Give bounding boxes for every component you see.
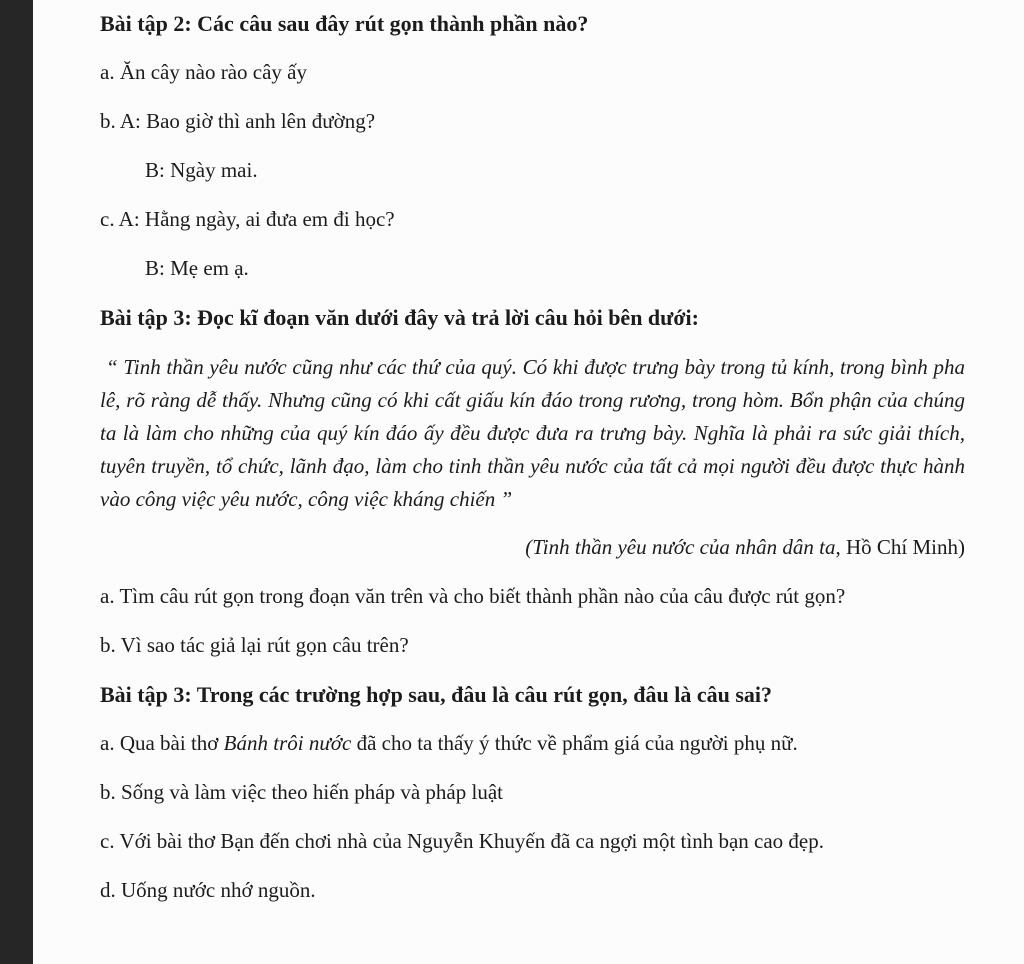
exercise-4-item-a-after: đã cho ta thấy ý thức về phẩm giá của người phụ nữ. (351, 731, 798, 755)
exercise-4-item-c: c. Với bài thơ Bạn đến chơi nhà của Nguyễn Khuyến đã ca ngợi một tình bạn cao đẹp. (100, 829, 825, 853)
exercise-4-item-b: b. Sống và làm việc theo hiến pháp và pháp luật (100, 780, 503, 804)
exercise-2-item-a: a. Ăn cây nào rào cây ấy (100, 60, 307, 84)
exercise-3-question-b: b. Vì sao tác giả lại rút gọn câu trên? (100, 633, 409, 657)
exercise-3-heading: Bài tập 3: Đọc kĩ đoạn văn dưới đây và trả lời câu hỏi bên dưới: (100, 305, 699, 330)
exercise-4-item-d: d. Uống nước nhớ nguồn. (100, 878, 316, 902)
exercise-2-item-c-reply: B: Mẹ em ạ. (145, 256, 249, 280)
exercise-2-item-c: c. A: Hằng ngày, ai đưa em đi học? (100, 207, 395, 231)
exercise-2-item-b: b. A: Bao giờ thì anh lên đường? (100, 109, 376, 133)
attribution-work-title: (Tinh thần yêu nước của nhân dân ta (525, 535, 836, 559)
document-content (100, 0, 965, 924)
exercise-4-item-a-before: a. Qua bài thơ (100, 731, 224, 755)
exercise-4-item-a (100, 728, 965, 759)
attribution-author: , Hồ Chí Minh) (835, 535, 965, 559)
exercise-4-item-a-poem-title: Bánh trôi nước (223, 731, 352, 755)
exercise-3-question-a: a. Tìm câu rút gọn trong đoạn văn trên và cho biết thành phần nào của câu được rút gọn? (100, 584, 846, 608)
reading-passage: “ Tinh thần yêu nước cũng như các thứ của quý. Có khi được trưng bày trong tủ kính, trong bình pha lê, rõ ràng dễ thấy. Nhưng cũng có khi cất giấu kín đáo trong rương, trong hòm. Bổn phận của chúng ta là làm cho những của quý kín đáo ấy đều được đưa ra trưng bày. Nghĩa là phải ra sức giải thích, tuyên truyền, tổ chức, lãnh đạo, làm cho tinh thần yêu nước của tất cả mọi người đều được thực hành vào công việc yêu nước, công việc kháng chiến ” (100, 355, 965, 511)
exercise-2-item-b-reply: B: Ngày mai. (145, 158, 258, 182)
scan-edge-strip (0, 0, 33, 964)
exercise-2-heading: Bài tập 2: Các câu sau đây rút gọn thành phần nào? (100, 11, 589, 36)
exercise-4-heading: Bài tập 3: Trong các trường hợp sau, đâu là câu rút gọn, đâu là câu sai? (100, 682, 773, 707)
passage-attribution (100, 532, 965, 563)
